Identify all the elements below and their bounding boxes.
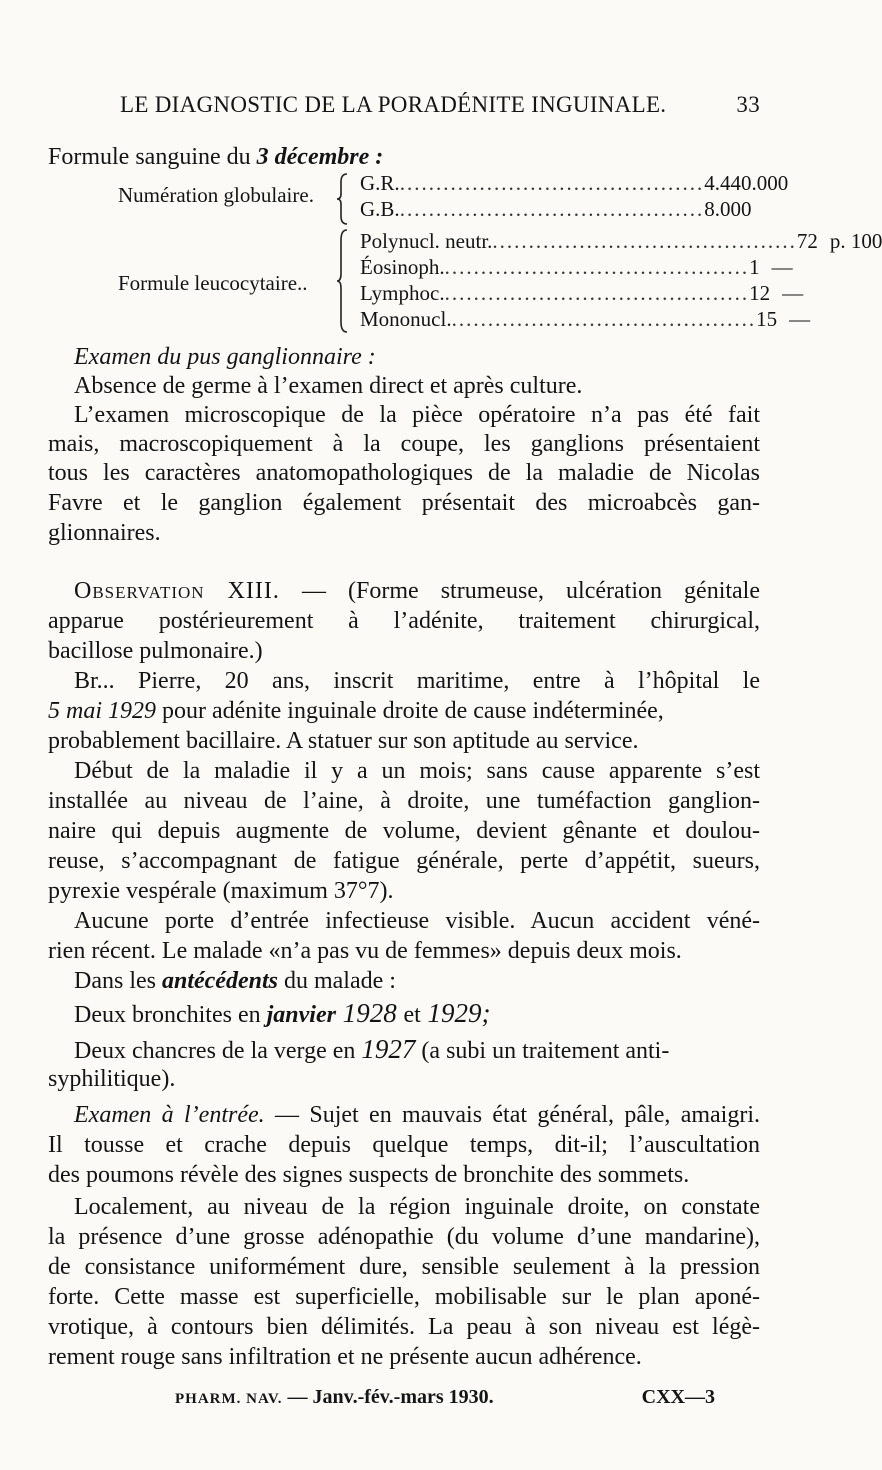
micro-line-4: Favre et le ganglion également présentait des microabcès gan- <box>48 490 760 516</box>
micro-line-3: tous les caractères anatomopathologiques de la maladie de Nicolas <box>48 460 760 486</box>
leuco-row-mononucl: Mononucl. .......................................... 15 — <box>360 307 811 331</box>
numeration-label: Numération globulaire. <box>118 183 314 207</box>
leuco-row-lymphoc: Lymphoc. .......................................... 12 — <box>360 281 804 305</box>
page-footer <box>175 1386 715 1409</box>
running-title: LE DIAGNOSTIC DE LA PORADÉNITE INGUINALE. <box>120 92 667 117</box>
leuco-label: Formule leucocytaire.. <box>118 271 308 295</box>
micro-line-1: L’examen microscopique de la pièce opératoire n’a pas été fait <box>74 402 760 428</box>
local-line-1: Localement, au niveau de la région inguinale droite, on constate <box>74 1194 760 1220</box>
aucune-line-1: Aucune porte d’entrée infectieuse visible. Aucun accident véné- <box>74 908 760 934</box>
bronchites-line: Deux bronchites en janvier 1928 et 1929; <box>74 998 491 1028</box>
local-line-3: de consistance uniformément dure, sensible seulement à la pression <box>48 1254 760 1280</box>
debut-line-2: installée au niveau de l’aine, à droite, une tuméfaction ganglion- <box>48 788 760 814</box>
chancres-line-1: Deux chancres de la verge en 1927 (a subi un traitement anti- <box>74 1034 670 1064</box>
footer-source: PHARM. NAV. — Janv.-fév.-mars 1930. <box>175 1386 494 1408</box>
examen-line-3: des poumons révèle des signes suspects de bronchite des sommets. <box>48 1162 690 1188</box>
patient-line-1: Br... Pierre, 20 ans, inscrit maritime, entre à l’hôpital le <box>74 668 760 694</box>
local-line-2: la présence d’une grosse adénopathie (du volume d’une mandarine), <box>48 1224 760 1250</box>
pus-line: Absence de germe à l’examen direct et après culture. <box>74 373 583 399</box>
leuco-row-polynucl: Polynucl. neutr. .......................................... 72 p. 100 <box>360 229 882 253</box>
patient-line-2: 5 mai 1929 pour adénite inguinale droite de cause indéterminée, <box>48 698 664 724</box>
pus-heading: Examen du pus ganglionnaire : <box>74 344 376 370</box>
page-number: 33 <box>736 92 760 117</box>
footer-signature: CXX—3 <box>641 1386 715 1408</box>
observation-label: Observation XIII. <box>74 578 280 604</box>
antecedents-line: Dans les antécédents du malade : <box>74 968 396 994</box>
formule-heading: Formule sanguine du 3 décembre : <box>48 144 384 170</box>
patient-date: 5 mai 1929 <box>48 698 156 724</box>
numeration-brace <box>336 172 350 226</box>
debut-line-4: reuse, s’accompagnant de fatigue générale, perte d’appétit, sueurs, <box>48 848 760 874</box>
local-line-6: rement rouge sans infiltration et ne présente aucun adhérence. <box>48 1344 642 1370</box>
examen-label: Examen à l’entrée. <box>74 1102 265 1128</box>
chancres-line-2: syphilitique). <box>48 1066 176 1092</box>
numeration-row-gb: G.B. .......................................... 8.000 <box>360 197 752 221</box>
observation-line-3: bacillose pulmonaire.) <box>48 638 263 664</box>
examen-line-1: Examen à l’entrée. — Sujet en mauvais état général, pâle, amaigri. <box>74 1102 761 1128</box>
examen-line-2: Il tousse et crache depuis quelque temps, dit-il; l’auscultation <box>48 1132 760 1158</box>
observation-line-2: apparue postérieurement à l’adénite, traitement chirurgical, <box>48 608 760 634</box>
local-line-5: vrotique, à contours bien délimités. La peau à son niveau est légè- <box>48 1314 760 1340</box>
micro-line-5: glionnaires. <box>48 520 161 546</box>
observation-line-1: Observation XIII. — (Forme strumeuse, ulcération génitale <box>74 578 760 604</box>
leuco-row-eosinoph: Éosinoph. .......................................... 1 — <box>360 255 793 279</box>
micro-line-2: mais, macroscopiquement à la coupe, les ganglions présentaient <box>48 431 760 457</box>
debut-line-3: naire qui depuis augmente de volume, devient gênante et doulou- <box>48 818 760 844</box>
leuco-brace <box>336 228 350 334</box>
numeration-row-gr: G.R. .......................................... 4.440.000 <box>360 171 789 195</box>
aucune-line-2: rien récent. Le malade «n’a pas vu de femmes» depuis deux mois. <box>48 938 682 964</box>
debut-line-1: Début de la maladie il y a un mois; sans cause apparente s’est <box>74 758 760 784</box>
running-header <box>120 92 760 118</box>
formule-date: 3 décembre : <box>256 144 384 170</box>
debut-line-5: pyrexie vespérale (maximum 37°7). <box>48 878 394 904</box>
patient-line-3: probablement bacillaire. A statuer sur son aptitude au service. <box>48 728 639 754</box>
local-line-4: forte. Cette masse est superficielle, mobilisable sur le plan aponé- <box>48 1284 760 1310</box>
